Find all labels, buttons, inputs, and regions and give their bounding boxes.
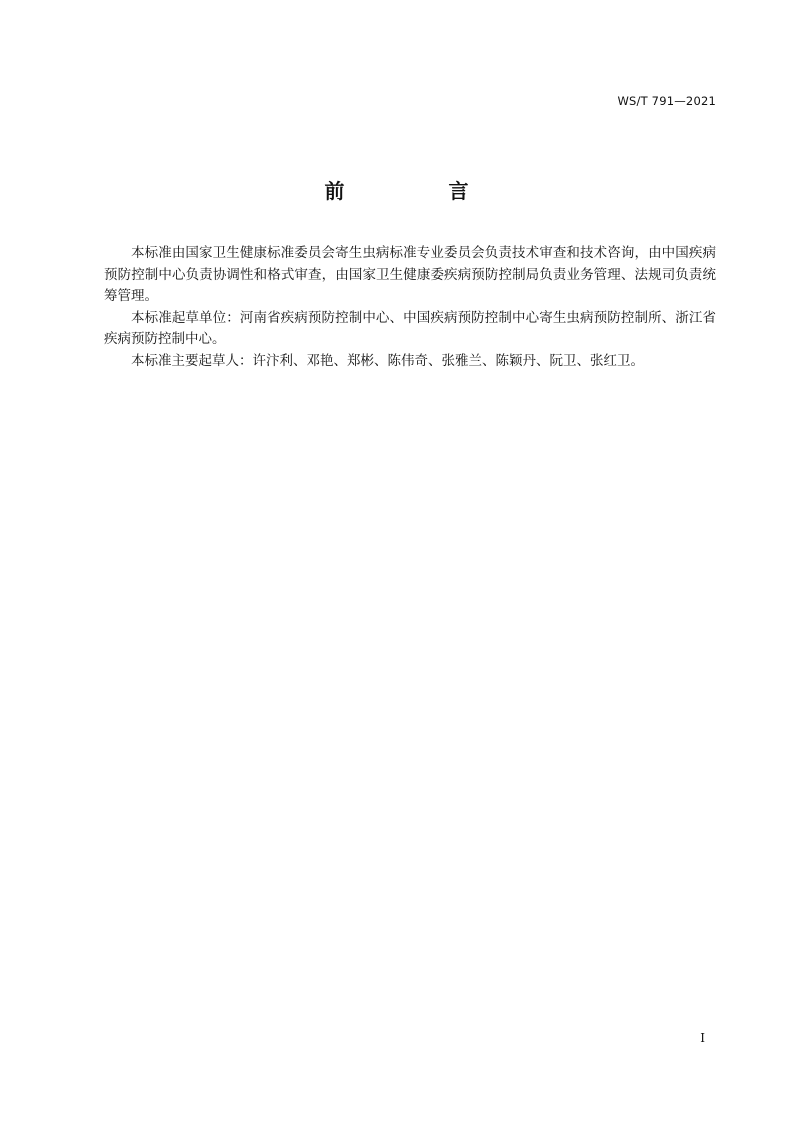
section-title: 前 言 bbox=[324, 179, 511, 203]
page-number: I bbox=[700, 1031, 705, 1045]
paragraph-review-responsibility: 本标准由国家卫生健康标准委员会寄生虫病标准专业委员会负责技术审查和技术咨询，由中国疾病预防控制中心负责协调性和格式审查，由国家卫生健康委疾病预防控制局负责业务管理、法规司负责统筹管理。 bbox=[104, 245, 716, 304]
paragraph-drafting-units: 本标准起草单位：河南省疾病预防控制中心、中国疾病预防控制中心寄生虫病预防控制所、浙江省疾病预防控制中心。 bbox=[104, 309, 716, 347]
standard-code: WS/T 791—2021 bbox=[617, 94, 716, 108]
foreword-body bbox=[104, 243, 716, 372]
paragraph-main-drafters: 本标准主要起草人：许汴利、邓艳、郑彬、陈伟奇、张雅兰、陈颖丹、阮卫、张红卫。 bbox=[131, 352, 644, 369]
